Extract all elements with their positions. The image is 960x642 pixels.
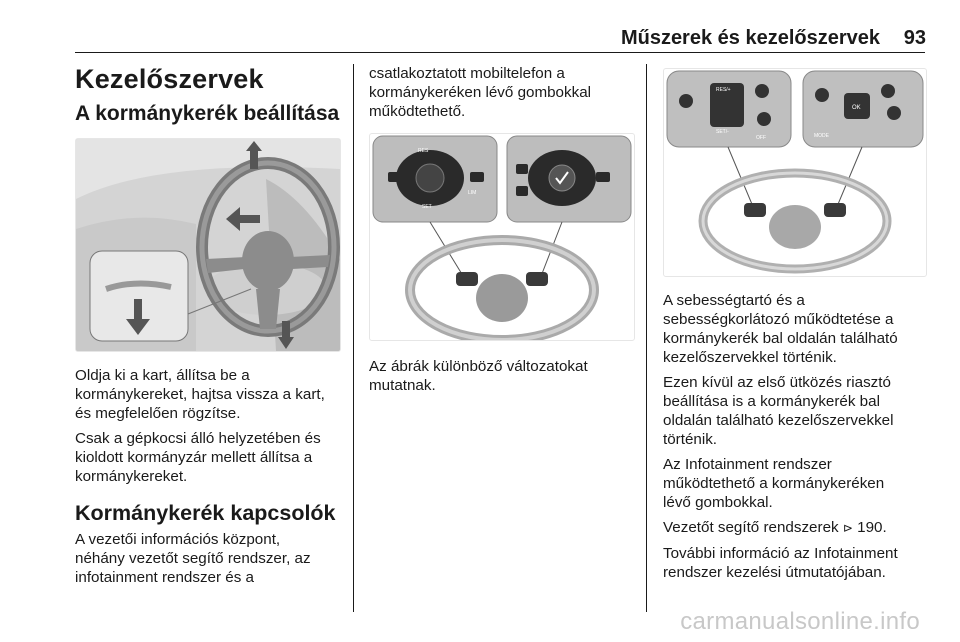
page-number: 93 (903, 27, 926, 49)
text-line: beállítása is a kormánykerék bal (663, 393, 880, 410)
reference-arrow-icon: ⊳ (842, 521, 853, 535)
text-line: rendszer kezelési útmutatójában. (663, 564, 886, 581)
text-line: működtethető a kormánykeréken (663, 475, 885, 492)
text-line: működtethető. (369, 103, 466, 120)
reference-page-link[interactable]: 190. (857, 519, 887, 536)
text-line: lévő gombokkal. (663, 494, 773, 511)
fig3-label-res: RES/+ (716, 87, 731, 93)
fig3-label-set: SET/- (716, 129, 729, 135)
paragraph-adjust-2 (75, 429, 350, 486)
text-line: csatlakoztatott mobiltelefon a (369, 65, 565, 82)
column-2-caption (369, 357, 641, 395)
fig3-label-mode: MODE (814, 133, 829, 139)
paragraph-collision-alert (663, 373, 928, 449)
text-line: infotainment rendszer és a (75, 569, 254, 586)
column-1 (75, 64, 345, 126)
text-line: történik. (663, 431, 718, 448)
text-line: és megfelelően rögzítse. (75, 405, 241, 422)
column-3 (663, 291, 928, 582)
paragraph-more-info (663, 544, 928, 582)
text-line: sebességkorlátozó működtetése a (663, 311, 894, 328)
text-line: Az Infotainment rendszer (663, 456, 832, 473)
figure-caption (369, 357, 641, 395)
text-line: További információ az Infotainment (663, 545, 898, 562)
text-line: A vezetői információs központ, (75, 531, 281, 548)
paragraph-infotainment (663, 455, 928, 512)
steering-adjust-figure (75, 138, 341, 352)
fig2-label-set: SET (422, 204, 432, 210)
text-line: kormánykerék bal oldalán található (663, 330, 898, 347)
column-divider-1 (353, 64, 354, 612)
column-divider-2 (646, 64, 647, 612)
text-line: A sebességtartó és a (663, 292, 805, 309)
paragraph-phone-buttons (369, 64, 641, 121)
wheel-switches-figure-1 (369, 133, 635, 341)
wheel-switches-figure-2 (663, 68, 927, 277)
fig2-label-lim: LIM (468, 190, 477, 196)
header-rule (75, 52, 925, 53)
text-line: mutatnak. (369, 377, 436, 394)
wheel-switches-illustration-2 (664, 69, 926, 276)
section-title: Kezelőszervek (75, 64, 264, 94)
text-line: kezelőszervekkel történik. (663, 349, 837, 366)
column-2 (369, 64, 641, 121)
text-line: Ezen kívül az első ütközés riasztó (663, 374, 891, 391)
text-line: Csak a gépkocsi álló helyzetében és (75, 430, 321, 447)
fig3-label-off: OFF (756, 135, 766, 141)
text-line: néhány vezetőt segítő rendszer, az (75, 550, 311, 567)
subheading-wheel-switches: Kormánykerék kapcsolók (75, 501, 336, 525)
fig2-label-res: RES (418, 148, 429, 154)
text-line: kormánykereket, hajtsa vissza a kart, (75, 386, 325, 403)
text-line: kioldott kormányzár mellett állítsa a (75, 449, 313, 466)
fig3-label-ok: OK (852, 105, 861, 111)
paragraph-cross-reference (663, 518, 928, 538)
steering-adjust-illustration (76, 139, 340, 351)
text-line: kormánykeréken lévő gombokkal (369, 84, 592, 101)
text-line: Oldja ki a kart, állítsa be a (75, 367, 250, 384)
wheel-switches-illustration-1 (370, 134, 634, 340)
paragraph-switches-intro (75, 530, 350, 587)
running-title: Műszerek és kezelőszervek (620, 27, 880, 49)
column-1-lower (75, 366, 350, 587)
text-line: kormánykereket. (75, 468, 188, 485)
paragraph-adjust-1 (75, 366, 350, 423)
subheading-steering-adjust: A kormánykerék beállítása (75, 102, 340, 125)
text-line: oldalán található kezelőszervekkel (663, 412, 894, 429)
footer-watermark: carmanualsonline.info (680, 608, 920, 635)
reference-text: Vezetőt segítő rendszerek (663, 519, 839, 536)
text-line: Az ábrák különböző változatokat (369, 358, 588, 375)
paragraph-cruise-control (663, 291, 928, 367)
